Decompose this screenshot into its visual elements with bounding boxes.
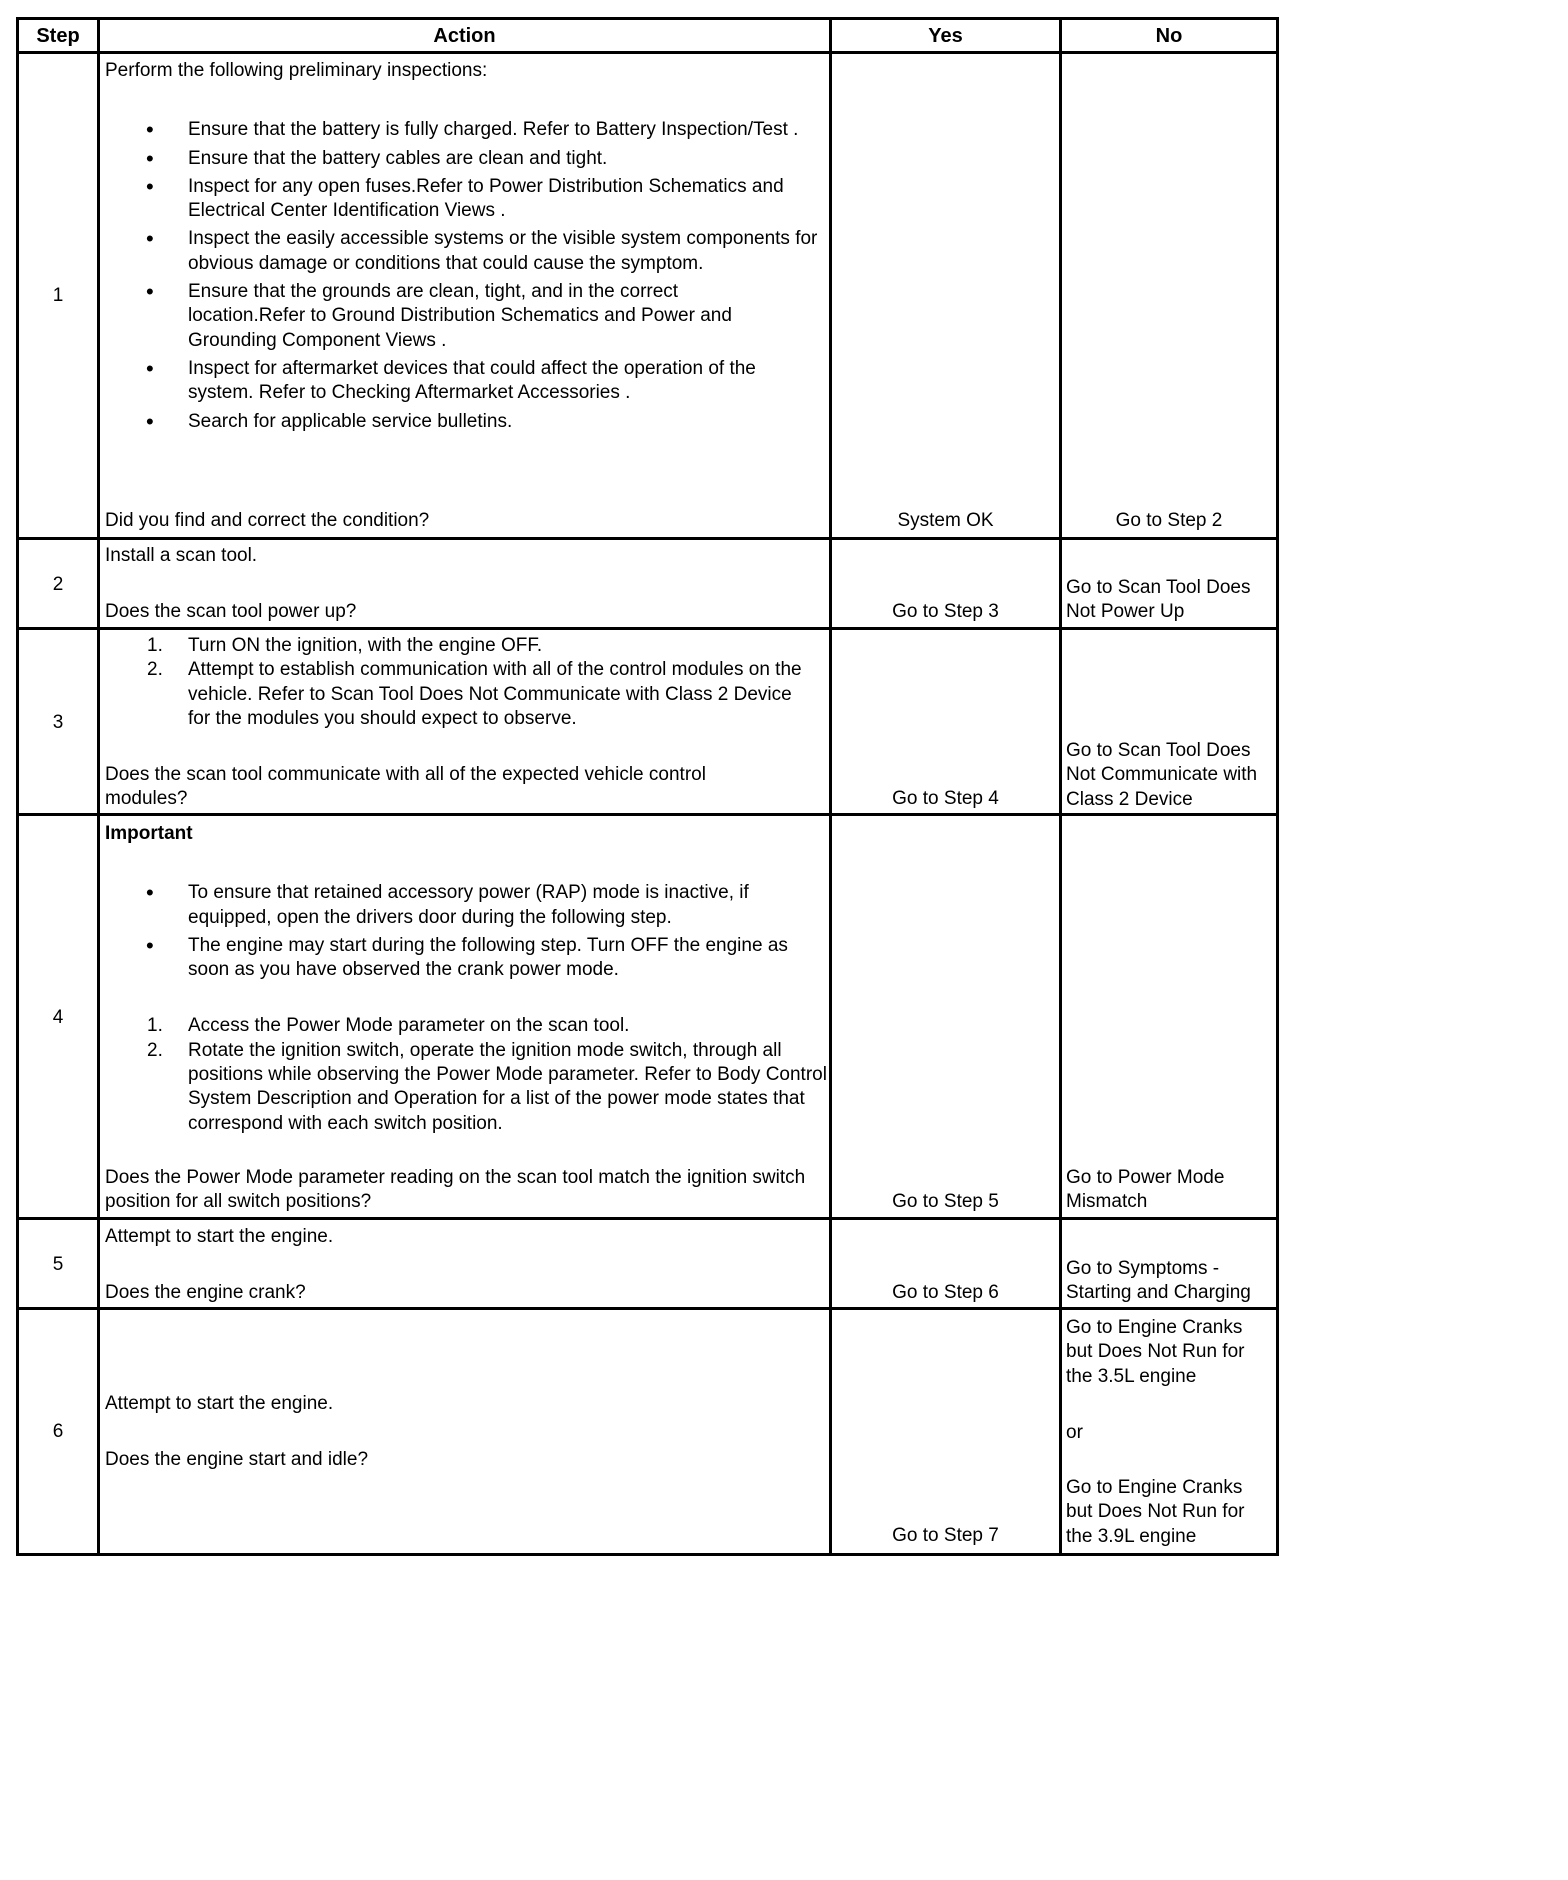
question-text: Did you find and correct the condition? [105, 510, 430, 531]
bullet-item: • Search for applicable service bulletins. [105, 410, 825, 434]
header-yes: Yes [928, 25, 963, 47]
bullet-item: • Ensure that the grounds are clean, tight, and in the correct location.Refer to Ground Distribution Schematics and Power and Grounding Component Views . [105, 280, 798, 353]
step-number: 6 [52, 1421, 64, 1442]
bullet-item: • Ensure that the battery is fully charged. Refer to Battery Inspection/Test . [105, 118, 825, 142]
question-text: Does the scan tool communicate with all of the expected vehicle control modules? [105, 764, 706, 810]
yes-answer: Go to Step 6 [892, 1282, 999, 1303]
bullet-item: • Ensure that the battery cables are clean and tight. [105, 147, 825, 171]
step-number: 3 [52, 712, 64, 733]
column-divider [97, 17, 100, 1556]
row-divider [16, 51, 1279, 54]
yes-answer: Go to Step 4 [892, 788, 999, 809]
step-number: 1 [52, 285, 64, 306]
row-divider [16, 813, 1279, 816]
row-divider [16, 537, 1279, 540]
intro-text: Install a scan tool. [105, 545, 258, 566]
column-divider [1059, 17, 1062, 1556]
step-1-action [105, 59, 825, 434]
intro-text: Perform the following preliminary inspections: [105, 60, 488, 81]
no-answer: Go to Scan Tool Does Not Communicate with Class 2 Device [1066, 740, 1258, 810]
question-text: Does the engine crank? [105, 1282, 306, 1303]
numbered-item: 2. Attempt to establish communication with all of the control modules on the vehicle. Refer to Scan Tool Does Not Communicate with Class 2 Device for the modules you should expect to observe. [147, 659, 802, 729]
no-answer: Go to Engine Cranks but Does Not Run for the 3.9L engine [1066, 1477, 1245, 1547]
bullet-item: • The engine may start during the following step. Turn OFF the engine as soon as you have observed the crank power mode. [105, 934, 825, 983]
step-3-action [105, 634, 825, 731]
step-number: 2 [52, 574, 64, 595]
question-text: Does the Power Mode parameter reading on the scan tool match the ignition switch position for all switch positions? [105, 1167, 806, 1213]
yes-answer: Go to Step 7 [892, 1525, 999, 1546]
question-text: Does the scan tool power up? [105, 601, 357, 622]
step-number: 4 [52, 1007, 64, 1028]
yes-answer: Go to Step 3 [892, 601, 999, 622]
no-answer: Go to Power Mode Mismatch [1066, 1167, 1225, 1213]
numbered-item: 1. Turn ON the ignition, with the engine OFF. [147, 635, 543, 656]
bullet-item: • Inspect for aftermarket devices that could affect the operation of the system. Refer to Checking Aftermarket Accessories . [105, 357, 825, 406]
no-answer-or: or [1066, 1422, 1083, 1443]
intro-text: Attempt to start the engine. [105, 1226, 334, 1247]
no-answer: Go to Symptoms - Starting and Charging [1066, 1258, 1251, 1304]
intro-text: Attempt to start the engine. [105, 1393, 334, 1414]
bullet-item: • Inspect the easily accessible systems or the visible system components for obvious damage or conditions that could cause the symptom. [105, 227, 825, 276]
header-no: No [1155, 25, 1183, 47]
header-step: Step [36, 25, 80, 47]
header-action: Action [433, 25, 496, 47]
row-divider [16, 1217, 1279, 1220]
yes-answer: Go to Step 5 [892, 1191, 999, 1212]
bullet-item: • To ensure that retained accessory power (RAP) mode is inactive, if equipped, open the drivers door during the following step. [105, 881, 825, 930]
question-text: Does the engine start and idle? [105, 1449, 369, 1470]
yes-answer: System OK [897, 510, 994, 531]
row-divider [16, 1307, 1279, 1310]
step-number: 5 [52, 1254, 64, 1275]
no-answer: Go to Step 2 [1115, 510, 1223, 531]
step-4-action [105, 822, 825, 1136]
numbered-item: 1. Access the Power Mode parameter on the scan tool. [147, 1015, 630, 1037]
no-answer: Go to Scan Tool Does Not Power Up [1066, 577, 1251, 623]
numbered-item: 2. Rotate the ignition switch, operate the ignition mode switch, through all positions while observing the Power Mode parameter. Refer to Body Control System Description and Operation for a list of the power mode states that correspond with each switch position. [147, 1039, 827, 1134]
bullet-item: • Inspect for any open fuses.Refer to Power Distribution Schematics and Electrical Center Identification Views . [105, 175, 828, 224]
important-label: Important [105, 823, 193, 844]
no-answer: Go to Engine Cranks but Does Not Run for the 3.5L engine [1066, 1317, 1245, 1387]
row-divider [16, 627, 1279, 630]
